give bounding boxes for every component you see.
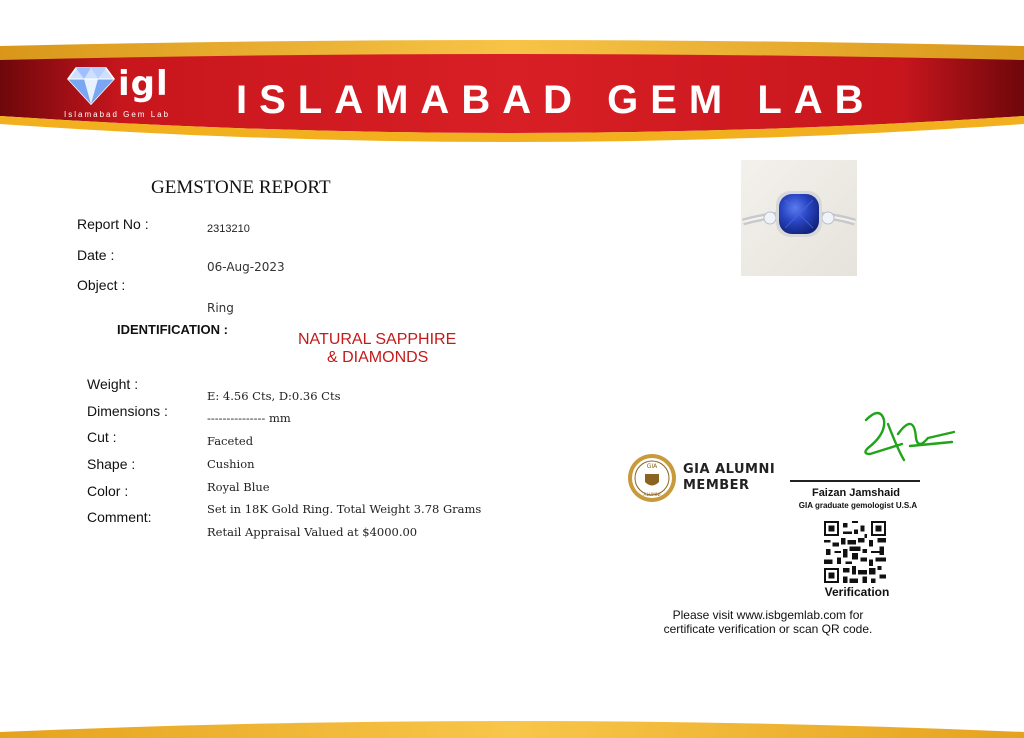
cut-label: Cut : [87,429,117,445]
date-label: Date : [77,247,115,263]
weight-value: E: 4.56 Cts, D:0.36 Cts [207,389,341,403]
shape-label: Shape : [87,456,136,472]
gia-alumni-line2: MEMBER [683,478,750,493]
gia-alumni-line1: GIA ALUMNI [683,462,776,477]
gia-seal-text: GIA [646,463,658,470]
weight-label: Weight : [87,376,139,392]
color-label: Color : [87,483,129,499]
logo-text: igl [118,64,169,104]
object-value: Ring [207,301,234,315]
signatory-title: GIA graduate gemologist U.S.A [798,501,918,510]
cut-value: Faceted [207,434,254,448]
logo-subtitle: Islamabad Gem Lab [64,110,171,119]
comment-label: Comment: [87,509,152,525]
comment-line2: Retail Appraisal Valued at $4000.00 [207,525,418,539]
identification-label: IDENTIFICATION : [117,322,228,337]
comment-line1: Set in 18K Gold Ring. Total Weight 3.78 Grams [207,502,482,516]
verification-label: Verification [824,585,890,599]
object-label: Object : [77,277,126,293]
signature [858,404,958,468]
dimensions-label: Dimensions : [87,403,168,419]
lab-name: ISLAMABAD GEM LAB [236,78,876,122]
gia-seal-sub: ALUMNI [643,493,661,498]
report-title: GEMSTONE REPORT [151,177,331,198]
verification-note-line2: certificate verification or scan QR code. [663,622,873,636]
color-value: Royal Blue [207,480,270,494]
report-no-label: Report No : [77,216,149,232]
shape-value: Cushion [207,457,255,471]
verification-note-line1: Please visit www.isbgemlab.com for [672,608,864,622]
gia-seal-icon [626,452,678,504]
identification-line1: NATURAL SAPPHIRE [298,331,457,348]
signature-line [790,480,920,482]
diamond-logo-icon [66,66,116,106]
ring-photo [741,160,857,276]
date-value: 06-Aug-2023 [207,260,285,274]
report-no-value: 2313210 [207,223,250,235]
qr-code-icon[interactable] [824,521,886,583]
dimensions-value: --------------- mm [207,411,291,425]
signatory-name: Faizan Jamshaid [811,487,901,499]
footer-band [0,708,1024,738]
identification-line2: & DIAMONDS [327,349,429,366]
